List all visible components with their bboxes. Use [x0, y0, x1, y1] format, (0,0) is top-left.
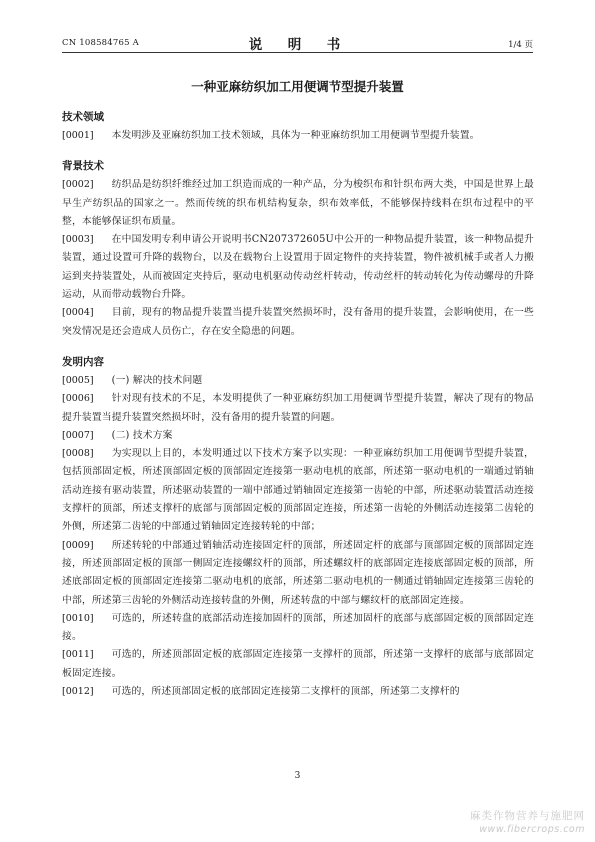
paragraph [62, 231, 534, 304]
paragraph-number: [0012] [62, 686, 94, 698]
paragraph [62, 390, 534, 427]
document-title: 一种亚麻纺织加工用便调节型提升装置 [191, 79, 404, 94]
paragraph [62, 683, 534, 701]
paragraph [62, 304, 534, 341]
paragraph-number: [0002] [62, 179, 94, 191]
paragraph-text: 目前，现有的物品提升装置当提升装置突然损坏时，没有备用的提升装置，会影响使用，在一些突发情况是还会造成人员伤亡，存在安全隐患的问题。 [62, 307, 534, 337]
document-type: 说 明 书 [248, 37, 347, 53]
paragraph-text: 为实现以上目的，本发明通过以下技术方案予以实现：一种亚麻纺织加工用便调节型提升装置，包括顶部固定板，所述顶部固定板的顶部固定连接第一驱动电机的底部，所述第一驱动电机的一端通过销轴活动连接有驱动装置，所述驱动装置的一端中部通过销轴固定连接第一齿轮的中部，所述驱动装置活动连接支撑杆的顶部，所述支撑杆的底部与顶部固定板的顶部固定连接，所述第一齿轮的外侧活动连接第二齿轮的外侧，所述第二齿轮的中部通过销轴固定连接转轮的中部； [62, 448, 534, 533]
paragraph-text: 本发明涉及亚麻纺织加工技术领域，具体为一种亚麻纺织加工用便调节型提升装置。 [111, 130, 480, 141]
page-indicator: 1/4 页 [508, 40, 533, 50]
patent-number: CN 108584765 A [62, 38, 139, 48]
paragraph-text: (二) 技术方案 [111, 429, 173, 441]
paragraph-number: [0008] [62, 448, 94, 460]
section [62, 110, 534, 145]
paragraph [62, 646, 534, 683]
paragraph-text: 针对现有技术的不足，本发明提供了一种亚麻纺织加工用便调节型提升装置，解决了现有的物品提升装置当提升装置突然损坏时，没有备用的提升装置的问题。 [62, 393, 534, 423]
paragraph-number: [0007] [62, 429, 94, 441]
section-heading: 技术领域 [62, 111, 104, 123]
paragraph [62, 610, 534, 647]
paragraph [62, 372, 534, 390]
section [62, 159, 534, 341]
paragraph-number: [0009] [62, 539, 94, 551]
paragraph-text: 可选的，所述顶部固定板的底部固定连接第一支撑杆的顶部，所述第一支撑杆的底部与底部固定板固定连接。 [62, 649, 534, 679]
page-number: 3 [294, 771, 301, 781]
paragraph-number: [0010] [62, 612, 94, 624]
paragraph-number: [0006] [62, 393, 94, 405]
document-body [62, 110, 534, 701]
paragraph [62, 537, 534, 610]
section-heading: 背景技术 [62, 160, 104, 173]
paragraph-text: 在中国发明专利申请公开说明书CN207372605U中公开的一种物品提升装置，该一种物品提升装置，通过设置可升降的载物台，以及在载物台上设置用于固定物件的夹持装置，物件被机械手或者人力搬运到夹持装置处，从而被固定夹持后，驱动电机驱动传动丝杆转动，传动丝杆的转动转化为传动螺母的升降运动，从而带动载物台升降。 [62, 234, 534, 301]
paragraph [62, 127, 534, 145]
watermark-site-name: 麻类作物营养与施肥网 [470, 810, 585, 822]
paragraph [62, 427, 534, 445]
paragraph-number: [0011] [62, 649, 94, 661]
paragraph-number: [0005] [62, 374, 94, 386]
paragraph-number: [0001] [62, 130, 94, 141]
section-heading: 发明内容 [62, 355, 104, 368]
paragraph-text: 可选的，所述顶部固定板的底部固定连接第二支撑杆的顶部，所述第二支撑杆的 [111, 686, 460, 698]
watermark [435, 809, 585, 836]
paragraph-number: [0004] [62, 307, 94, 319]
paragraph-text: 所述转轮的中部通过销轴活动连接固定杆的顶部，所述固定杆的底部与顶部固定板的顶部固定连接，所述顶部固定板的顶部一侧固定连接螺纹杆的顶部，所述螺纹杆的底部固定连接底部固定板的顶部，所述底部固定板的顶部固定连接第二驱动电机的底部，所述第二驱动电机的一侧通过销轴固定连接第三齿轮的中部，所述第三齿轮的外侧活动连接转盘的外侧，所述转盘的中部与螺纹杆的底部固定连接。 [62, 539, 534, 606]
paragraph [62, 445, 534, 536]
watermark-url: www.fibercrops.com [479, 824, 585, 835]
paragraph-number: [0003] [62, 234, 94, 246]
paragraph-text: 纺织品是纺织纤维经过加工织造而成的一种产品，分为梭织布和针织布两大类，中国是世界上最早生产纺织品的国家之一。然而传统的织布机结构复杂，织布效率低，不能够保持线料在织布过程中的平整，本能够保证织布质量。 [62, 179, 534, 227]
paragraph [62, 176, 534, 231]
paragraph-text: (一) 解决的技术问题 [111, 374, 203, 386]
section [62, 355, 534, 701]
page-header [62, 32, 533, 53]
paragraph-text: 可选的，所述转盘的底部活动连接加固杆的顶部，所述加固杆的底部与底部固定板的顶部固定连接。 [62, 612, 534, 643]
